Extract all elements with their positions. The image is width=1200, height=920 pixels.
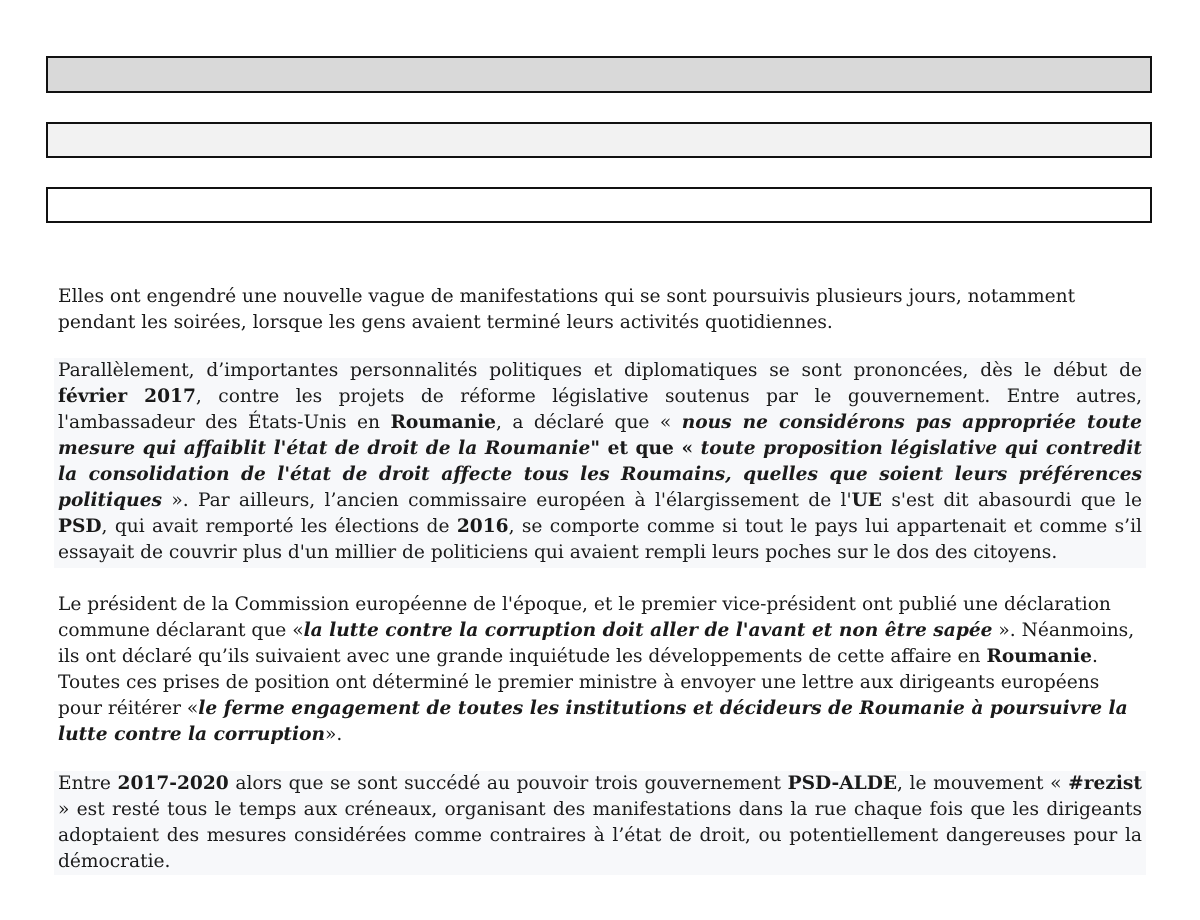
bold-hashtag: #rezist <box>1068 773 1142 794</box>
paragraph-manifestations <box>54 284 1146 336</box>
text-segment: Le président de la Commission européenne de l'époque, et le premier vice-président ont publié une déclaration commune déclarant que « <box>58 594 1111 641</box>
text-segment: Entre <box>58 773 118 794</box>
text-segment: ». Par ailleurs, l’ancien commissaire européen à l'élargissement de l' <box>162 490 852 511</box>
quote-ambassador-1: nous ne considérons pas appropriée toute mesure qui affaiblit l'état de droit de la Roumanie <box>58 412 1142 459</box>
bold-country: Roumanie <box>986 646 1092 667</box>
bold-connector: " et que « <box>590 438 701 459</box>
text-segment: , a déclaré que « <box>495 412 682 433</box>
text-segment: ». <box>325 724 343 745</box>
paragraph-declarations <box>54 358 1146 568</box>
text-segment: , le mouvement « <box>897 773 1069 794</box>
bold-date: février 2017 <box>58 386 196 407</box>
text-segment: . Toutes ces prises de position ont déterminé le premier ministre à envoyer une lettre aux dirigeants européens pour réitérer « <box>58 646 1100 719</box>
quote-ambassador-2: toute proposition législative qui contredit la consolidation de l'état de droit affecte tous les Roumains, quelles que soient leurs préférences politiques <box>58 438 1142 511</box>
text-segment: s'est dit abasourdi que le <box>881 490 1142 511</box>
form-field-bar-1[interactable] <box>46 56 1152 93</box>
text-segment: , qui avait remporté les élections de <box>101 516 457 537</box>
form-field-bar-2[interactable] <box>46 122 1152 158</box>
quote-prime-minister: le ferme engagement de toutes les institutions et décideurs de Roumanie à poursuivre la lutte contre la corruption <box>58 698 1128 745</box>
bold-ue: UE <box>851 490 882 511</box>
bold-psd: PSD <box>58 516 102 537</box>
form-field-bar-3[interactable] <box>46 187 1152 223</box>
text-segment: , se comporte comme si tout le pays lui appartenait et comme s’il essayait de couvrir plus d'un millier de politiciens qui avaient rempli leurs poches sur le dos des citoyens. <box>58 516 1142 563</box>
text-segment: » est resté tous le temps aux créneaux, organisant des manifestations dans la rue chaque fois que les dirigeants adoptaient des mesures considérées comme contraires à l’état de droit, ou potentiellement dangereuses pour la démocratie. <box>58 799 1142 872</box>
quote-commission: la lutte contre la corruption doit aller de l'avant et non être sapée <box>303 620 993 641</box>
paragraph-commission <box>54 592 1146 748</box>
text-segment: , contre les projets de réforme législative soutenus par le gouvernement. Entre autres, l'ambassadeur des États-Unis en <box>58 386 1143 433</box>
bold-coalition: PSD-ALDE <box>787 773 898 794</box>
text-segment: ». Néanmoins, ils ont déclaré qu’ils suivaient avec une grande inquiétude les développements de cette affaire en <box>58 620 1135 667</box>
text-segment: alors que se sont succédé au pouvoir trois gouvernement <box>228 773 788 794</box>
bold-year: 2016 <box>456 516 509 537</box>
paragraph-rezist <box>54 771 1146 875</box>
paragraph-text: Elles ont engendré une nouvelle vague de manifestations qui se sont poursuivis plusieurs jours, notamment pendant les soirées, lorsque les gens avaient terminé leurs activités quotidiennes. <box>58 286 1076 333</box>
bold-country: Roumanie <box>390 412 496 433</box>
text-segment: Parallèlement, d’importantes personnalités politiques et diplomatiques se sont prononcées, dès le début de <box>58 360 1142 381</box>
bold-period: 2017-2020 <box>117 773 229 794</box>
